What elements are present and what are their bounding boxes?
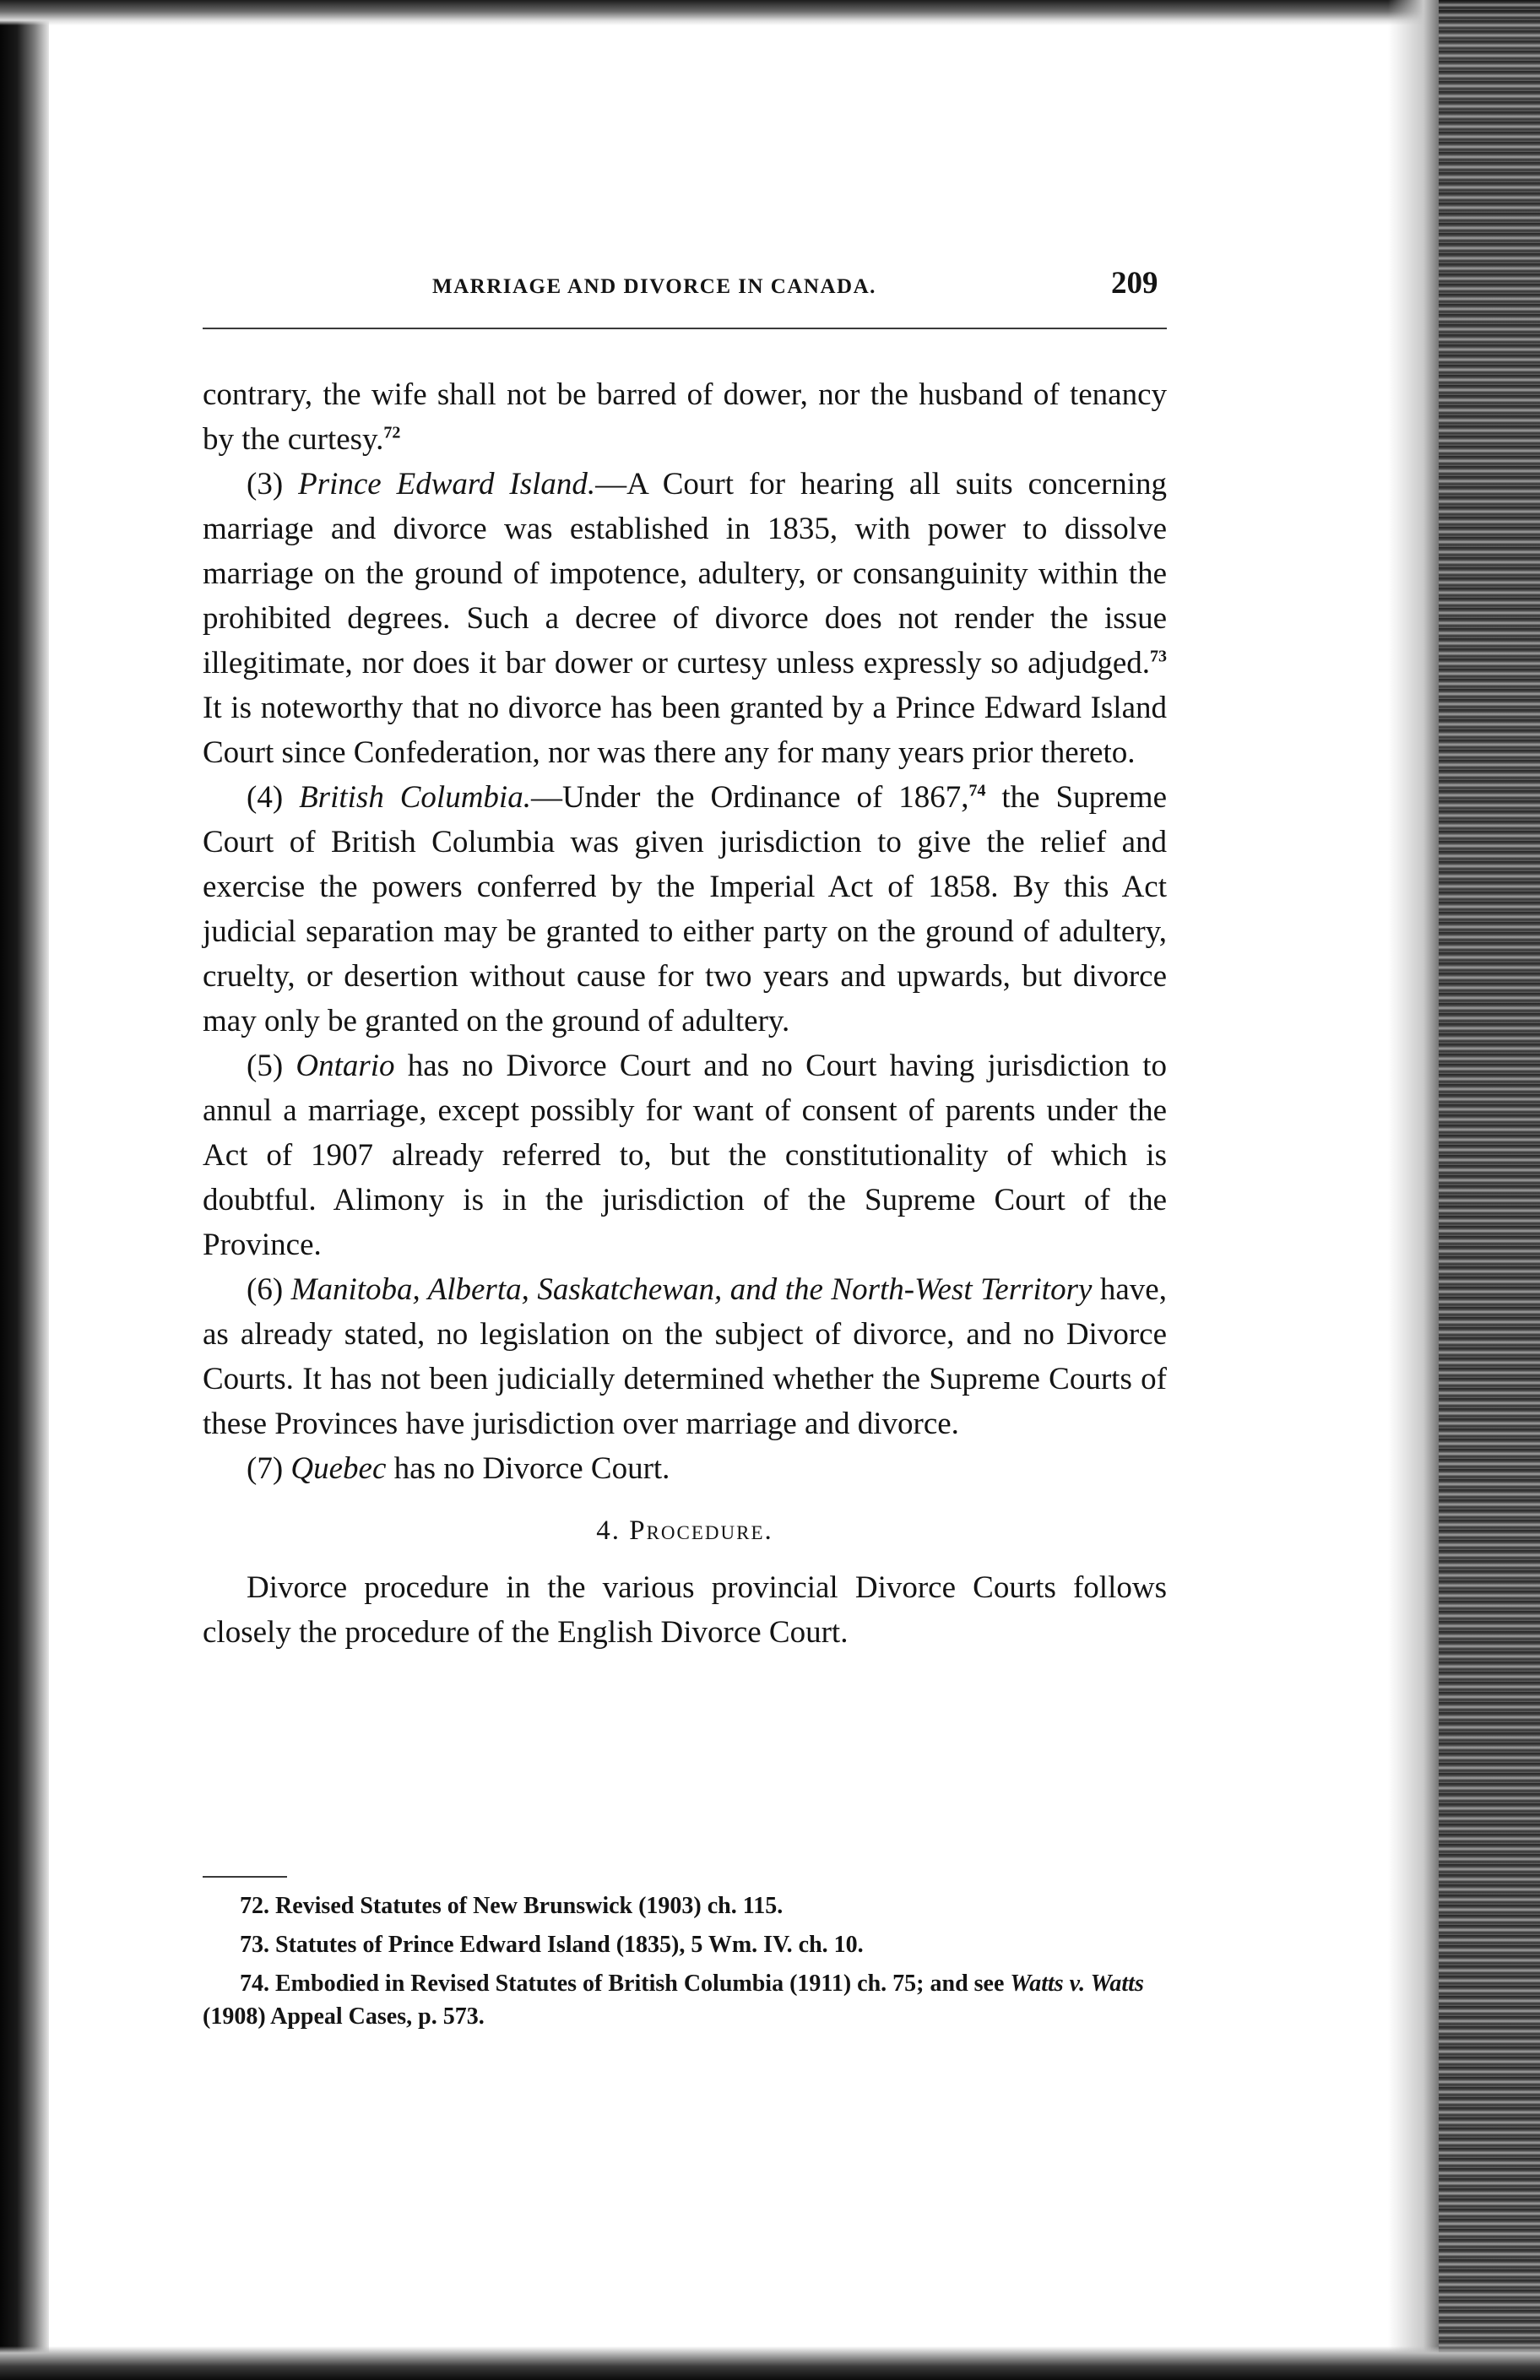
section-heading-procedure: 4. Procedure.	[596, 1515, 773, 1546]
paragraph-quebec: (7) Quebec has no Divorce Court.	[247, 1451, 670, 1486]
paragraph-procedure: Divorce procedure in the various provincial Divorce Courts follows closely the procedure of the English Divorce Court.	[203, 1570, 1167, 1650]
footnote-rule	[203, 1876, 287, 1878]
paragraph-prairie-provinces: (6) Manitoba, Alberta, Saskatchewan, and the North-West Territory have, as already stated, no legislation on the subject of divorce, and no Divorce Courts. It has not been judicially determined whether the Supreme Courts of these Provinces have jurisdiction over marriage and divorce.	[203, 1272, 1167, 1441]
footnote-ref-74: 74	[968, 781, 986, 800]
footnote-ref-73: 73	[1150, 647, 1167, 666]
heading-ontario: Ontario	[296, 1049, 395, 1083]
paragraph-ontario: (5) Ontario has no Divorce Court and no Court having jurisdiction to annul a marriage, except possibly for want of consent of parents under the Act of 1907 already referred to, but the constitutionality of which is doubtful. Alimony is in the jurisdiction of the Supreme Court of the Province.	[203, 1049, 1167, 1262]
page-header	[203, 263, 1165, 314]
paragraph-british-columbia: (4) British Columbia.—Under the Ordinance of 1867,74 the Supreme Court of British Columbia was given jurisdiction to give the relief and exercise the powers conferred by the Imperial Act of 1858. By this Act judicial separation may be granted to either party on the ground of adultery, cruelty, or desertion without cause for two years and upwards, but divorce may only be granted on the ground of adultery.	[203, 780, 1168, 1038]
scan-edge-top	[0, 0, 1540, 25]
heading-british-columbia: British Columbia.	[299, 780, 531, 815]
scan-edge-bottom	[0, 2346, 1540, 2380]
scan-edge-left	[0, 0, 49, 2380]
footnote-case-name: Watts v. Watts	[1010, 1971, 1144, 1997]
heading-prairie-provinces: Manitoba, Alberta, Saskatchewan, and the North-West Territory	[290, 1272, 1093, 1307]
body-text	[203, 372, 1167, 1655]
page-number: 209	[1111, 266, 1158, 301]
footnote-ref-72: 72	[383, 423, 401, 442]
scan-edge-right	[1439, 0, 1540, 2380]
footnote-72: 72. Revised Statutes of New Brunswick (1903) ch. 115.	[240, 1893, 784, 1919]
running-title: MARRIAGE AND DIVORCE IN CANADA.	[432, 275, 876, 298]
footnotes	[203, 1889, 1167, 2039]
paragraph-prince-edward-island: (3) Prince Edward Island.—A Court for hearing all suits concerning marriage and divorce was established in 1835, with power to dissolve marriage on the ground of impotence, adultery, or consanguinity within the prohibited degrees. Such a decree of divorce does not render the issue illegitimate, nor does it bar dower or curtesy unless expressly so adjudged.$^{73}$ It is noteworthy that no divorce has been granted by a Prince Edward Island Court since Confederation, nor was there any for many years prior thereto.	[203, 467, 1167, 770]
footnote-74: 74. Embodied in Revised Statutes of British Columbia (1911) ch. 75; and see Watts v. Watts (1908) Appeal Cases, p. 573.	[203, 1971, 1144, 2030]
heading-prince-edward-island: Prince Edward Island.	[298, 467, 596, 501]
paragraph-continuation: contrary, the wife shall not be barred of dower, nor the husband of tenancy by the curtesy.$^{72}$	[203, 377, 1167, 457]
footnote-73: 73. Statutes of Prince Edward Island (1835), 5 Wm. IV. ch. 10.	[240, 1932, 864, 1958]
heading-quebec: Quebec	[290, 1451, 387, 1486]
scan-edge-right-fade	[1388, 0, 1439, 2380]
header-rule	[203, 328, 1167, 329]
